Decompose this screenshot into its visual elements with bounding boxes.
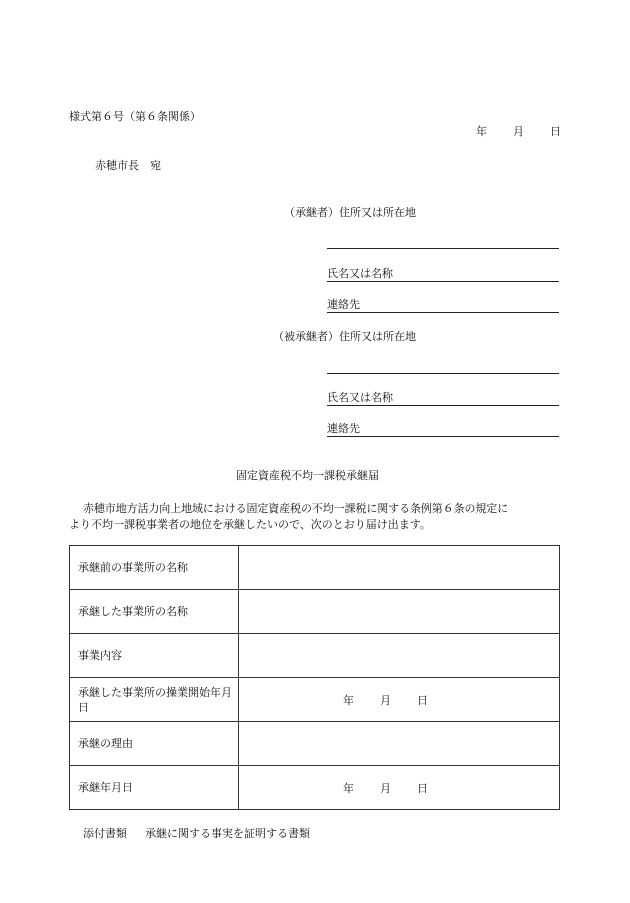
form-number: 様式第６号（第６条関係） [69, 110, 201, 123]
operation-start-date-field[interactable] [239, 678, 560, 722]
prior-office-name-field[interactable] [239, 546, 560, 590]
month-label: 月 [380, 781, 391, 795]
predecessor-contact-label: 連絡先 [327, 422, 360, 435]
successor-contact-line[interactable] [327, 312, 559, 313]
details-table [69, 545, 560, 810]
predecessor-address-line[interactable] [327, 373, 559, 374]
body-paragraph [69, 501, 561, 533]
table-row [70, 590, 560, 634]
table-row [70, 722, 560, 766]
month-label: 月 [380, 693, 391, 707]
row-label-succession-reason: 承継の理由 [70, 722, 239, 766]
succeeded-office-name-field[interactable] [239, 590, 560, 634]
predecessor-name-label: 氏名又は名称 [327, 391, 393, 404]
table-row [70, 634, 560, 678]
succession-reason-field[interactable] [239, 722, 560, 766]
successor-name-line[interactable] [327, 281, 559, 282]
succession-date [343, 780, 428, 796]
body-line-1: 赤穂市地方活力向上地域における固定資産税の不均一課税に関する条例第６条の規定に [83, 502, 509, 515]
year-label: 年 [343, 693, 354, 707]
successor-address-heading: （承継者）住所又は所在地 [284, 206, 416, 219]
year-label: 年 [343, 781, 354, 795]
attachments [83, 827, 310, 840]
row-label-prior-office-name: 承継前の事業所の名称 [70, 546, 239, 590]
attachments-label: 添付書類 [83, 827, 127, 840]
succession-date-field[interactable] [239, 766, 560, 810]
business-content-field[interactable] [239, 634, 560, 678]
predecessor-address-heading: （被承継者）住所又は所在地 [273, 330, 416, 343]
month-label: 月 [513, 125, 524, 138]
operation-start-date [343, 692, 428, 708]
predecessor-contact-line[interactable] [327, 436, 559, 437]
successor-name-label: 氏名又は名称 [327, 267, 393, 280]
table-row [70, 546, 560, 590]
table-row [70, 678, 560, 722]
day-label: 日 [417, 693, 428, 707]
table-row [70, 766, 560, 810]
predecessor-name-line[interactable] [327, 405, 559, 406]
body-line-2: より不均一課税事業者の地位を承継したいので、次のとおり届け出ます。 [69, 518, 431, 531]
row-label-operation-start-date: 承継した事業所の操業開始年月日 [70, 678, 239, 722]
addressee: 赤穂市長 宛 [95, 159, 161, 172]
successor-address-line[interactable] [327, 248, 559, 249]
successor-contact-label: 連絡先 [327, 298, 360, 311]
row-label-business-content: 事業内容 [70, 634, 239, 678]
day-label: 日 [550, 125, 561, 138]
row-label-succeeded-office-name: 承継した事業所の名称 [70, 590, 239, 634]
document-title: 固定資産税不均一課税承継届 [236, 469, 379, 482]
attachments-value: 承継に関する事実を証明する書類 [145, 827, 310, 840]
row-label-succession-date: 承継年月日 [70, 766, 239, 810]
year-label: 年 [476, 125, 487, 138]
date-line [476, 125, 561, 138]
day-label: 日 [417, 781, 428, 795]
